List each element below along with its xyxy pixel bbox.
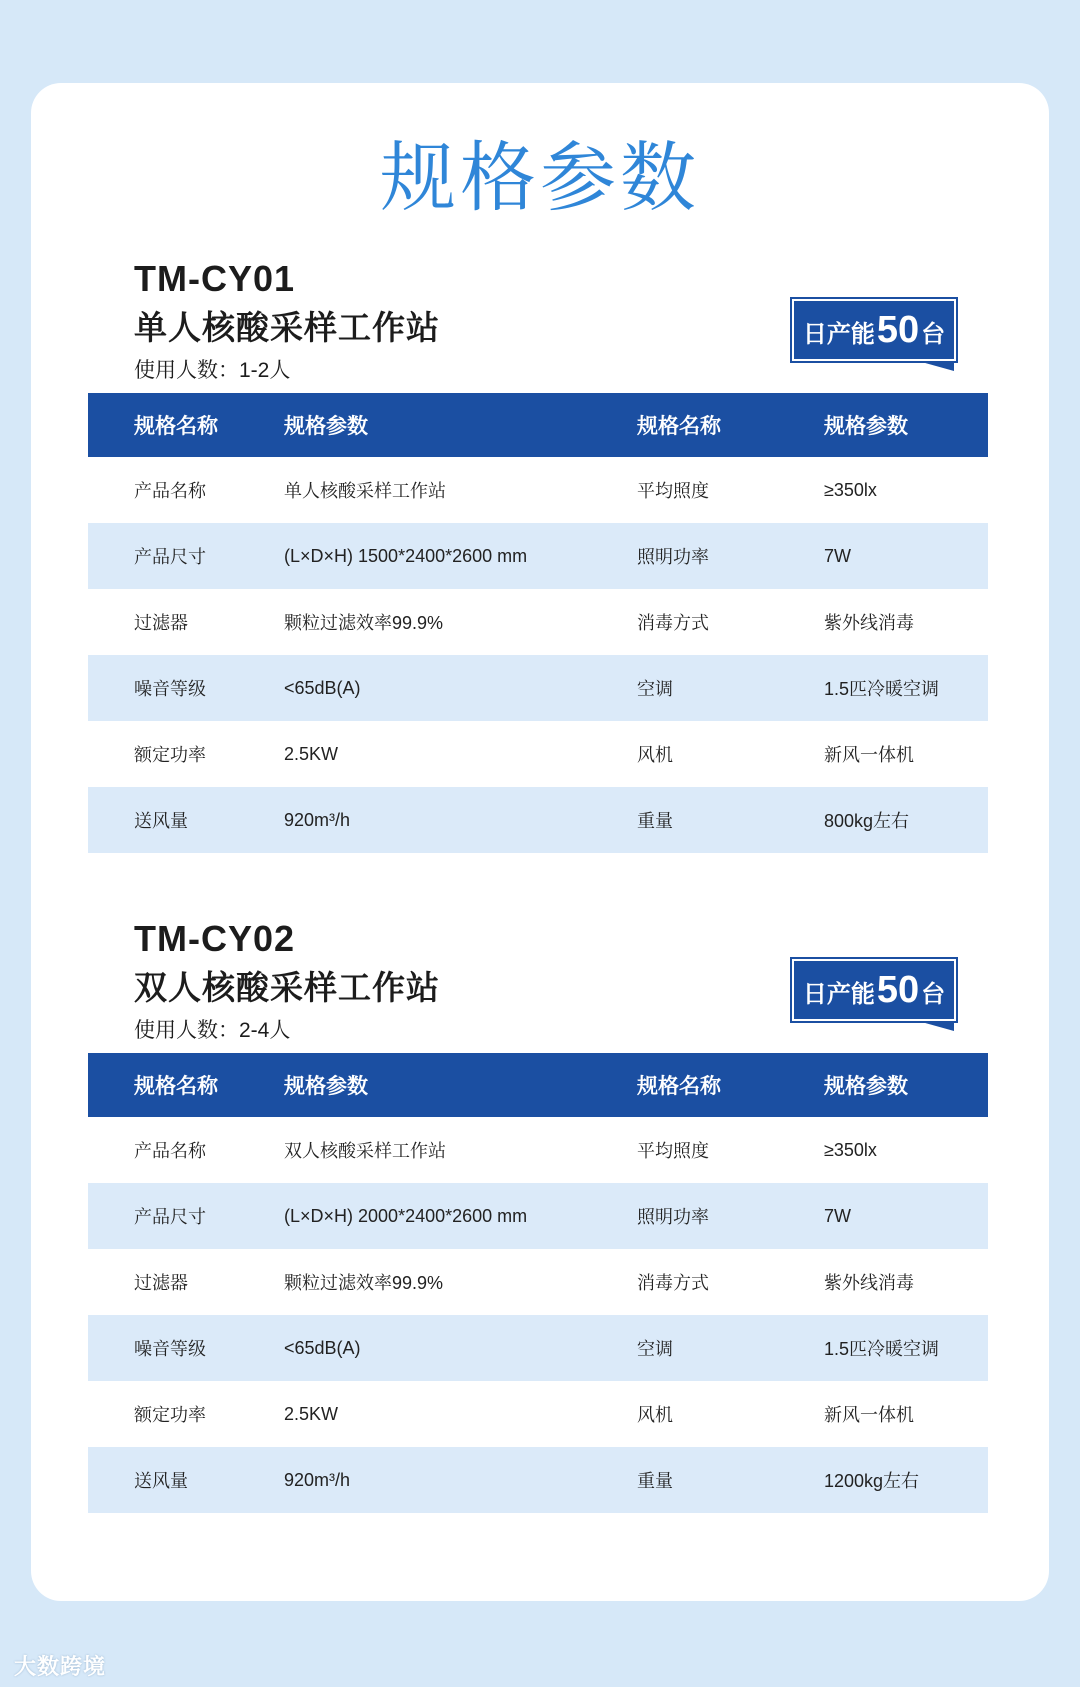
table-row <box>88 1117 988 1183</box>
header-cell: 规格参数 <box>284 415 368 438</box>
spec-value: 颗粒过滤效率99.9% <box>284 613 444 633</box>
spec-value: 单人核酸采样工作站 <box>284 481 446 501</box>
spec-value: 7W <box>824 545 851 566</box>
table-row <box>88 655 988 721</box>
model-number: TM-CY02 <box>134 918 296 959</box>
spec-value: ≥350lx <box>824 479 877 500</box>
badge-suffix: 台 <box>921 981 946 1008</box>
spec-label: 产品名称 <box>134 481 206 501</box>
spec-label: 空调 <box>637 679 673 699</box>
table-row <box>88 1183 988 1249</box>
table-header-row <box>88 1053 988 1117</box>
spec-value: 新风一体机 <box>824 1405 914 1425</box>
spec-value: 1200kg左右 <box>824 1471 920 1491</box>
spec-value: 7W <box>824 1205 851 1226</box>
spec-value: 1.5匹冷暖空调 <box>824 679 940 699</box>
header-cell: 规格参数 <box>824 415 908 438</box>
spec-label: 风机 <box>637 745 673 765</box>
spec-value: 800kg左右 <box>824 811 910 831</box>
spec-label: 空调 <box>637 1339 673 1359</box>
spec-label: 重量 <box>637 811 673 831</box>
spec-value: 920m³/h <box>284 809 351 830</box>
spec-label: 过滤器 <box>134 613 188 633</box>
spec-label: 额定功率 <box>134 745 206 765</box>
spec-value: 2.5KW <box>284 1403 339 1424</box>
spec-label: 风机 <box>637 1405 673 1425</box>
spec-value: 920m³/h <box>284 1469 351 1490</box>
header-cell: 规格名称 <box>134 415 218 438</box>
capacity-badge <box>792 959 956 1021</box>
spec-value: 颗粒过滤效率99.9% <box>284 1273 444 1293</box>
spec-value: 双人核酸采样工作站 <box>284 1141 446 1161</box>
spec-label: 消毒方式 <box>637 613 709 633</box>
user-count: 使用人数：1-2人 <box>134 359 291 382</box>
badge-number: 50 <box>876 309 920 351</box>
table-row <box>88 721 988 787</box>
user-count: 使用人数：2-4人 <box>134 1019 291 1042</box>
spec-value: (L×D×H) 1500*2400*2600 mm <box>284 545 528 566</box>
spec-value: (L×D×H) 2000*2400*2600 mm <box>284 1205 528 1226</box>
spec-value: 紫外线消毒 <box>824 613 914 633</box>
spec-label: 产品尺寸 <box>134 547 206 567</box>
table-row <box>88 787 988 853</box>
spec-label: 消毒方式 <box>637 1273 709 1293</box>
spec-label: 过滤器 <box>134 1273 188 1293</box>
spec-label: 送风量 <box>134 811 188 831</box>
page-title: 规格参数 <box>380 136 700 221</box>
table-row <box>88 1315 988 1381</box>
header-cell: 规格名称 <box>134 1075 218 1098</box>
spec-value: 1.5匹冷暖空调 <box>824 1339 940 1359</box>
spec-value: 2.5KW <box>284 743 339 764</box>
table-header-row <box>88 393 988 457</box>
badge-prefix: 日产能 <box>802 981 875 1008</box>
spec-label: 照明功率 <box>637 1207 709 1227</box>
capacity-badge <box>792 299 956 361</box>
spec-label: 产品名称 <box>134 1141 206 1161</box>
spec-value: 新风一体机 <box>824 745 914 765</box>
table-row <box>88 1381 988 1447</box>
spec-table <box>88 1053 988 1513</box>
table-row <box>88 1249 988 1315</box>
header-cell: 规格参数 <box>824 1075 908 1098</box>
spec-label: 平均照度 <box>637 1141 709 1161</box>
badge-number: 50 <box>876 969 920 1011</box>
spec-value: 紫外线消毒 <box>824 1273 914 1293</box>
spec-label: 噪音等级 <box>134 679 206 699</box>
spec-label: 平均照度 <box>637 481 709 501</box>
header-cell: 规格名称 <box>637 1075 721 1098</box>
badge-suffix: 台 <box>921 321 946 348</box>
watermark-logo: 大数跨境 <box>14 1654 107 1679</box>
table-row <box>88 457 988 523</box>
product-name: 单人核酸采样工作站 <box>134 309 440 346</box>
spec-value: ≥350lx <box>824 1139 877 1160</box>
badge-ribbon-tail <box>918 1021 954 1031</box>
header-cell: 规格名称 <box>637 415 721 438</box>
spec-label: 照明功率 <box>637 547 709 567</box>
table-row <box>88 523 988 589</box>
model-number: TM-CY01 <box>134 258 296 299</box>
badge-ribbon-tail <box>918 361 954 371</box>
spec-label: 额定功率 <box>134 1405 206 1425</box>
table-row <box>88 1447 988 1513</box>
badge-prefix: 日产能 <box>802 321 875 348</box>
spec-label: 送风量 <box>134 1471 188 1491</box>
spec-table <box>88 393 988 853</box>
product-name: 双人核酸采样工作站 <box>134 969 440 1006</box>
spec-value: <65dB(A) <box>284 677 361 698</box>
spec-label: 噪音等级 <box>134 1339 206 1359</box>
spec-label: 产品尺寸 <box>134 1207 206 1227</box>
spec-label: 重量 <box>637 1471 673 1491</box>
table-row <box>88 589 988 655</box>
spec-value: <65dB(A) <box>284 1337 361 1358</box>
header-cell: 规格参数 <box>284 1075 368 1098</box>
